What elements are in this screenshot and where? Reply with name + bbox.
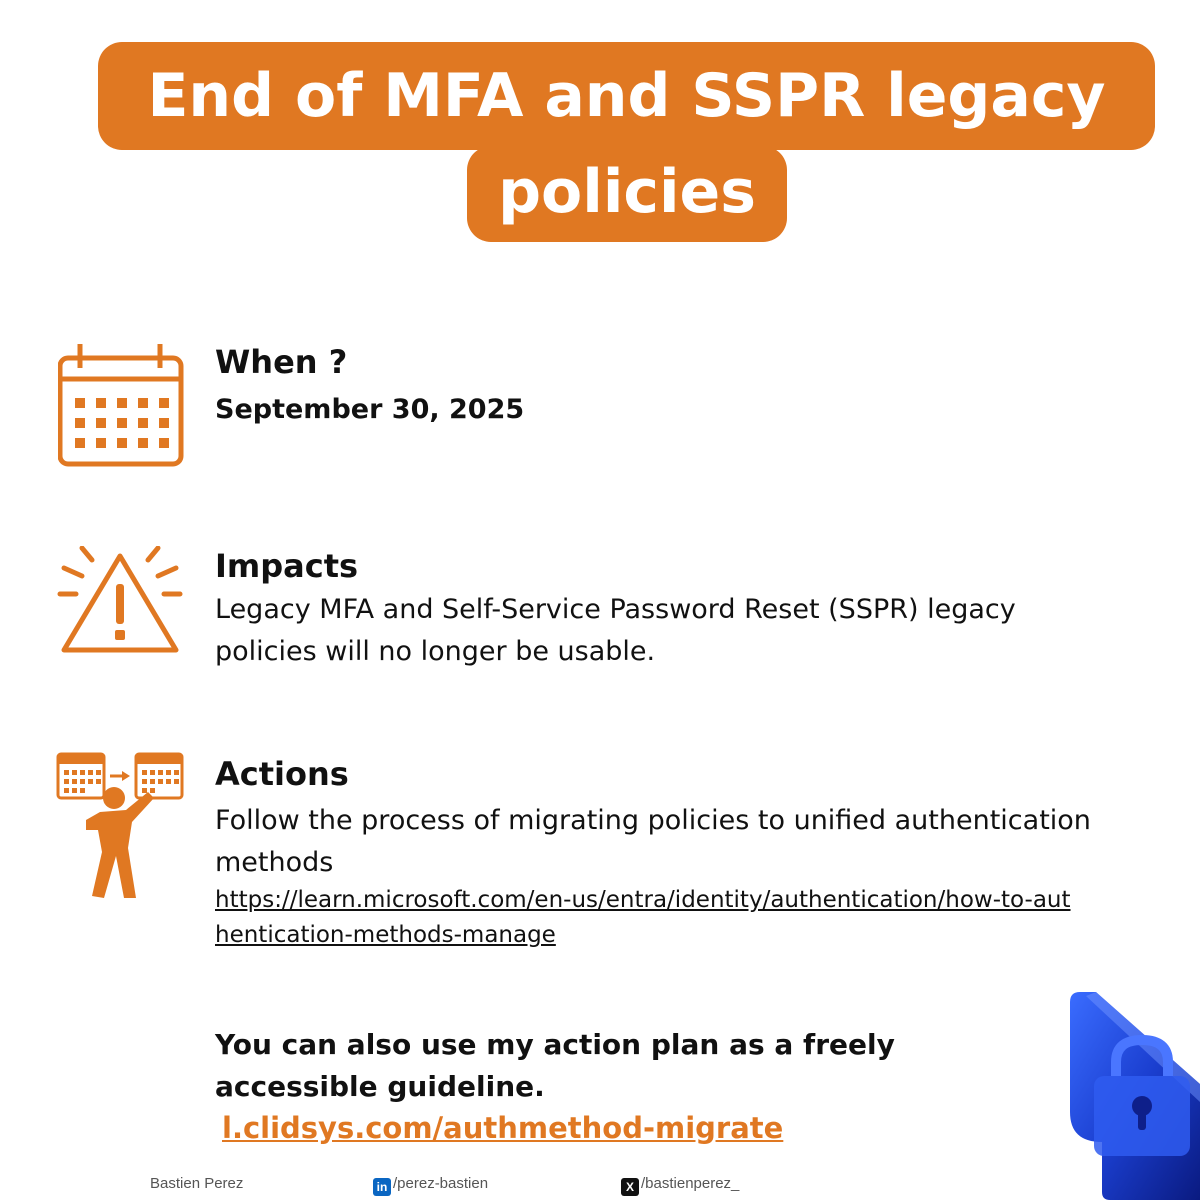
- docs-link[interactable]: https://learn.microsoft.com/en-us/entra/identity/authentication/how-to-authentication-methods-manage: [215, 887, 1071, 948]
- warning-icon: [56, 546, 184, 656]
- footer-linkedin[interactable]: [373, 1174, 488, 1196]
- lock-logo-icon: [1066, 992, 1200, 1200]
- person-migrating-calendar-icon: [56, 752, 184, 902]
- when-heading: When ?: [215, 343, 348, 381]
- footer-author: Bastien Perez: [150, 1175, 244, 1192]
- calendar-icon: [58, 342, 184, 468]
- actions-heading: Actions: [215, 755, 349, 793]
- linkedin-icon: in: [373, 1178, 391, 1196]
- actions-text: Follow the process of migrating policies to unified authentication methods: [215, 805, 1091, 878]
- footer-x[interactable]: [621, 1174, 739, 1196]
- impacts-text: Legacy MFA and Self-Service Password Reset (SSPR) legacy policies will no longer be usable.: [215, 594, 1016, 667]
- page-title-line-2: policies: [467, 146, 787, 242]
- x-handle: /bastienperez_: [641, 1175, 740, 1192]
- impacts-heading: Impacts: [215, 547, 359, 585]
- page-title-line-1: End of MFA and SSPR legacy: [98, 42, 1155, 150]
- action-plan-text: You can also use my action plan as a freely accessible guideline.: [215, 1028, 895, 1103]
- action-plan-link[interactable]: l.clidsys.com/authmethod-migrate: [222, 1111, 784, 1145]
- x-icon: X: [621, 1178, 639, 1196]
- linkedin-handle: /perez-bastien: [393, 1175, 489, 1192]
- when-date: September 30, 2025: [215, 394, 525, 425]
